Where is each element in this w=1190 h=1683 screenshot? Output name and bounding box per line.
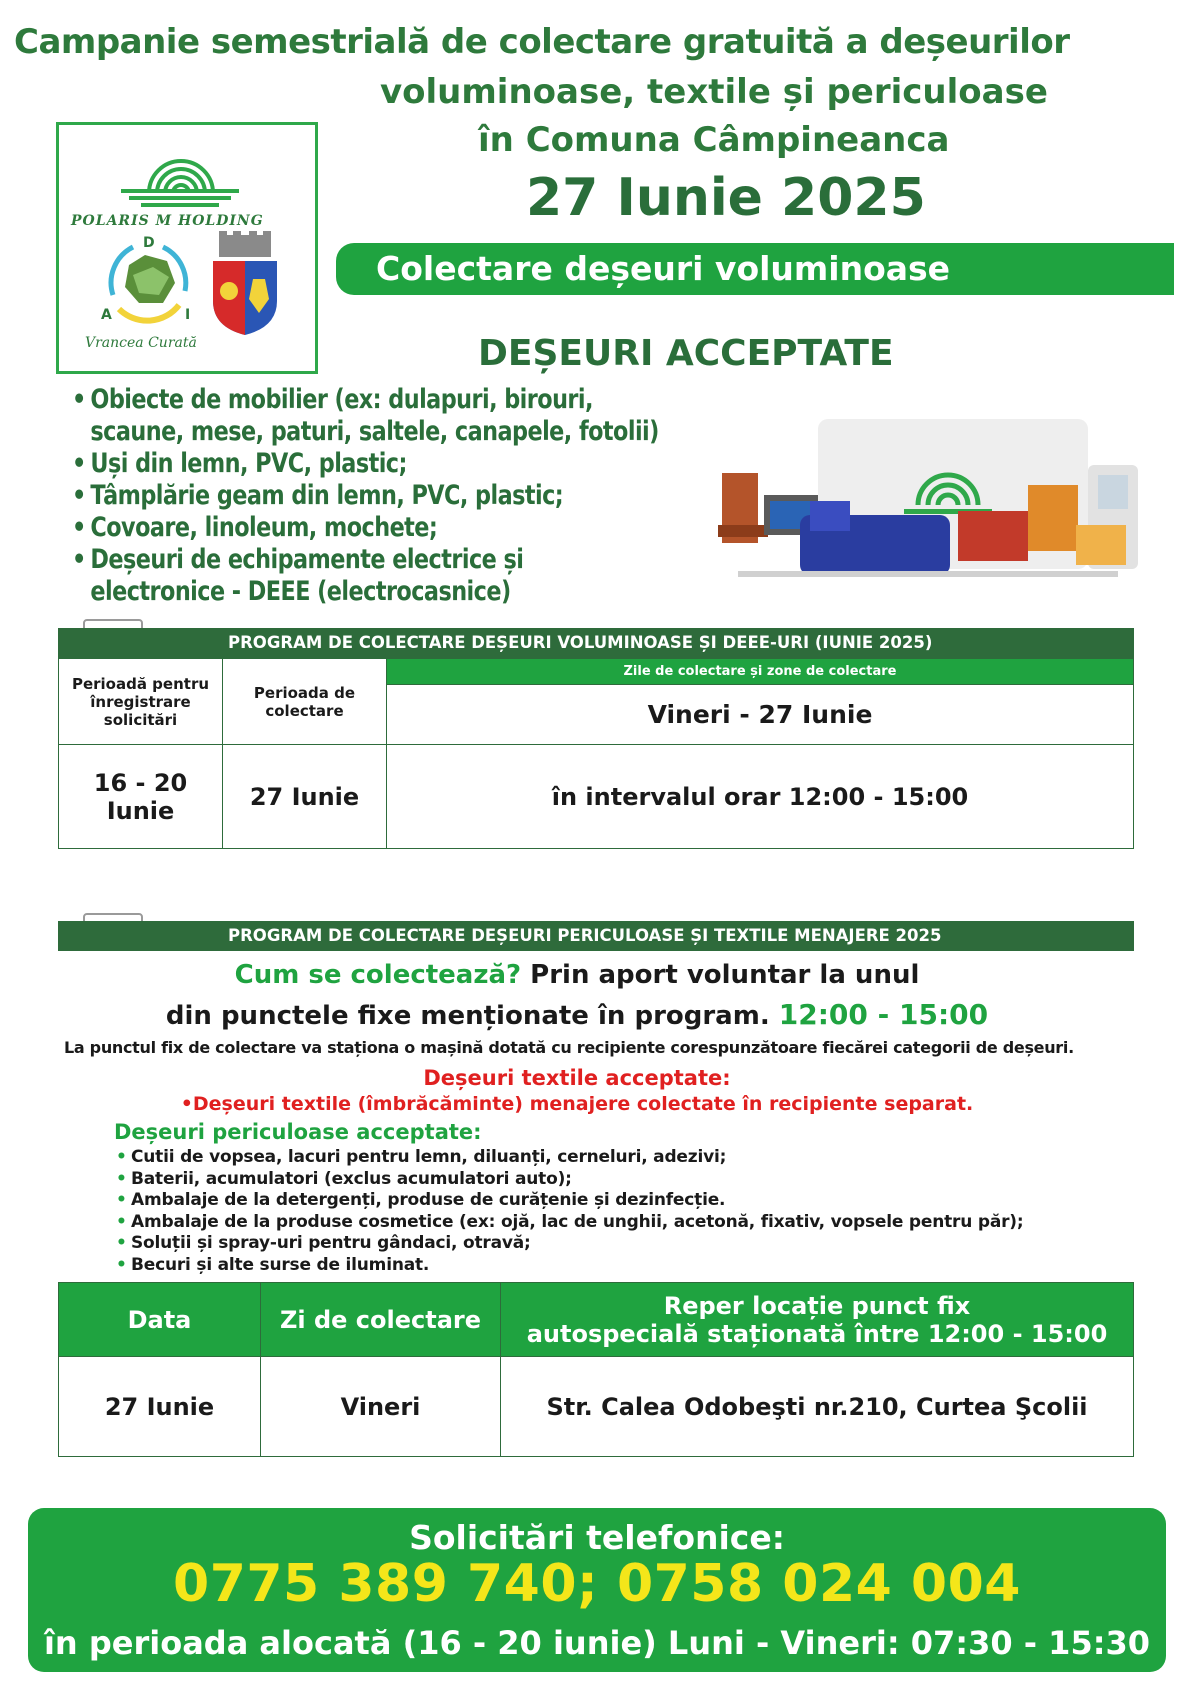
brand-name: Vrancea Curată (85, 335, 197, 351)
list-item: • Soluții și spray-uri pentru gândaci, otravă; (116, 1233, 1023, 1255)
recycle-map-icon (93, 225, 203, 335)
phone-heading: Solicitări telefonice: (409, 1518, 785, 1557)
phone-period: în perioada alocată (16 - 20 iunie) Luni - Vineri: 07:30 - 15:30 (43, 1624, 1151, 1662)
how-answer-part2: din punctele fixe menționate în program. (165, 1001, 779, 1031)
campaign-location: în Comuna Câmpineanca (478, 120, 950, 160)
logo-letter-i: I (185, 307, 191, 323)
how-question: Cum se colectează? (234, 960, 522, 990)
list-item: • Obiecte de mobilier (ex: dulapuri, birouri, (72, 384, 659, 416)
registration-dates: 16 - 20 Iunie (59, 745, 223, 849)
polaris-swirl-icon (121, 133, 239, 207)
list-item: • Covoare, linoleum, mochete; (72, 512, 659, 544)
collection-period-header: Perioada de colectare (223, 659, 387, 745)
campaign-date: 27 Iunie 2025 (526, 168, 926, 228)
registration-period-header: Perioadă pentru înregistrare solicitări (59, 659, 223, 745)
company-name: POLARIS M HOLDING (71, 213, 264, 229)
hazardous-waste-list (116, 1147, 1023, 1277)
collection-zones-header: Zile de colectare și zone de colectare (387, 659, 1134, 685)
list-item: • Tâmplărie geam din lemn, PVC, plastic; (72, 480, 659, 512)
collection-hours: în intervalul orar 12:00 - 15:00 (387, 745, 1134, 849)
collection-point-info: La punctul fix de colectare va staționa o mașină dotată cu recipiente corespunzătoare fiecărei categorii de deșeuri. (64, 1038, 1074, 1057)
list-item: • Ambalaje de la produse cosmetice (ex: ojă, lac de unghii, acetonă, fixativ, vopsele pentru păr); (116, 1212, 1023, 1234)
logo-letter-a: A (101, 307, 112, 323)
location-header (501, 1283, 1134, 1357)
textile-heading: Deșeuri textile acceptate: (423, 1066, 731, 1090)
phone-requests-panel (28, 1508, 1166, 1672)
collection-date: 27 Iunie (223, 745, 387, 849)
truck-furniture-illustration (708, 415, 1142, 595)
county-coat-of-arms-icon (209, 229, 281, 339)
how-time: 12:00 - 15:00 (778, 998, 989, 1031)
campaign-title-line1: Campanie semestrială de colectare gratuită a deșeurilor (14, 22, 1070, 62)
list-item: electronice - DEEE (electrocasnice) (90, 576, 511, 607)
how-collected-line2 (0, 998, 1172, 1031)
day-header: Zi de colectare (261, 1283, 501, 1357)
location-header-line2: autospecială staționată între 12:00 - 15:00 (526, 1319, 1108, 1348)
date-header: Data (59, 1283, 261, 1357)
logo-letter-d: D (143, 235, 155, 251)
list-item: scaune, mese, paturi, saltele, canapele, fotolii) (90, 416, 659, 447)
campaign-title-line2: voluminoase, textile și periculoase (380, 72, 1048, 112)
how-collected-line1 (0, 960, 1172, 990)
list-item: • Cutii de vopsea, lacuri pentru lemn, diluanți, cerneluri, adezivi; (116, 1147, 1023, 1169)
phone-numbers: 0775 389 740; 0758 024 004 (173, 1554, 1021, 1614)
table-cell-location: Str. Calea Odobeşti nr.210, Curtea Şcolii (501, 1357, 1134, 1457)
collection-day: Vineri - 27 Iunie (387, 685, 1134, 745)
list-item: • Deșeuri de echipamente electrice și (72, 544, 659, 576)
logo-panel (56, 122, 318, 374)
table-cell-day: Vineri (261, 1357, 501, 1457)
list-item: • Ambalaje de la detergenți, produse de curățenie și dezinfecție. (116, 1190, 1023, 1212)
list-item: • Baterii, acumulatori (exclus acumulatori auto); (116, 1169, 1023, 1191)
hazardous-heading: Deșeuri periculoase acceptate: (114, 1120, 482, 1144)
location-header-line1: Reper locație punct fix (663, 1291, 971, 1320)
how-answer-part1: Prin aport voluntar la unul (521, 960, 920, 990)
fixed-point-table (58, 1282, 1134, 1457)
bulky-program-title: PROGRAM DE COLECTARE DEȘEURI VOLUMINOASE ȘI DEEE-URI (IUNIE 2025) (58, 628, 1134, 658)
list-item: • Becuri și alte surse de iluminat. (116, 1255, 1023, 1277)
hazardous-program-title: PROGRAM DE COLECTARE DEȘEURI PERICULOASE ȘI TEXTILE MENAJERE 2025 (58, 921, 1134, 951)
table-row (59, 1357, 1134, 1457)
list-item: • Uși din lemn, PVC, plastic; (72, 448, 659, 480)
bulky-waste-banner: Colectare deșeuri voluminoase (336, 243, 1174, 295)
table-cell-date: 27 Iunie (59, 1357, 261, 1457)
textile-item: •Deșeuri textile (îmbrăcăminte) menajere colectate în recipiente separat. (180, 1093, 974, 1115)
bulky-program-table (58, 658, 1134, 849)
accepted-waste-heading: DEȘEURI ACCEPTATE (478, 333, 894, 374)
bulky-waste-list (72, 384, 710, 608)
